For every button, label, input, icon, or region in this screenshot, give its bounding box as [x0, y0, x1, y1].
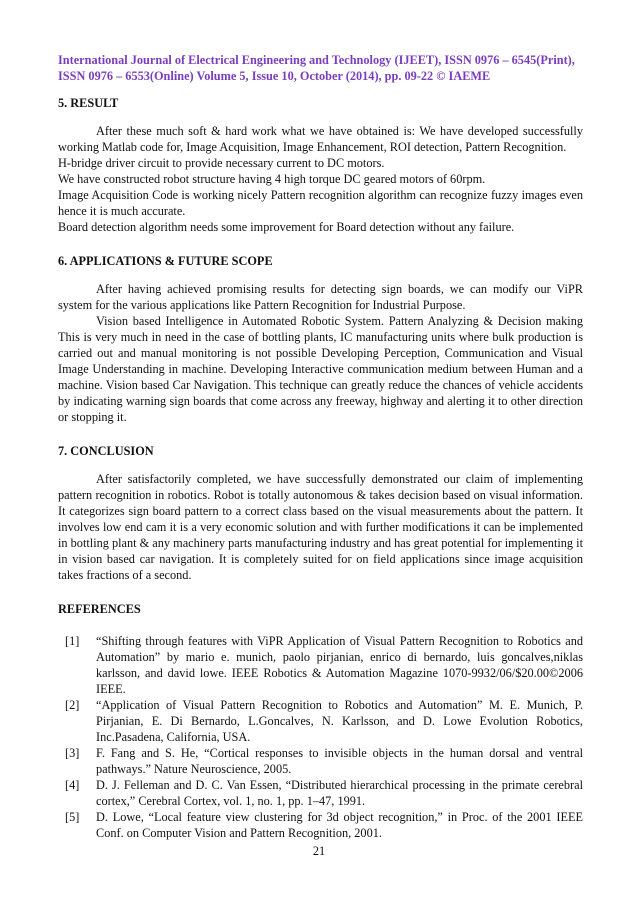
reference-number: [2]: [65, 698, 80, 712]
reference-number: [5]: [65, 810, 80, 824]
reference-text: “Shifting through features with ViPR Application of Visual Pattern Recognition to Robotics and Automation” by mario e. munich, paolo pirjanian, enrico di bernardo, luis goncalves,niklas karlsson, and david lowe. IEEE Robotics & Automation Magazine 1070-9932/06/$20.00©2006 IEEE.: [96, 634, 583, 696]
reference-text: “Application of Visual Pattern Recognition to Robotics and Automation” M. E. Munich, P. Pirjanian, E. Di Bernardo, L.Goncalves, N. Karlsson, and D. Lowe Evolution Robotics, Inc.Pasadena, California, USA.: [96, 698, 583, 744]
applications-paragraph-1: After having achieved promising results for detecting sign boards, we can modify our ViPR system for the various applications like Pattern Recognition for Industrial Purpose.: [58, 282, 583, 312]
result-paragraph-1: After these much soft & hard work what we have obtained is: We have developed successfully working Matlab code for, Image Acquisition, Image Enhancement, ROI detection, Pattern Recognition.: [58, 124, 583, 154]
journal-header: [58, 52, 583, 84]
reference-text: D. J. Felleman and D. C. Van Essen, “Distributed hierarchical processing in the primate cerebral cortex,” Cerebral Cortex, vol. 1, no. 1, pp. 1–47, 1991.: [96, 778, 583, 808]
result-paragraph-2: H-bridge driver circuit to provide necessary current to DC motors.: [58, 156, 385, 170]
section-heading-references: REFERENCES: [58, 602, 141, 616]
journal-header-line-2: ISSN 0976 – 6553(Online) Volume 5, Issue 10, October (2014), pp. 09-22 © IAEME: [58, 69, 491, 83]
reference-list: [58, 633, 583, 841]
reference-text: F. Fang and S. He, “Cortical responses to invisible objects in the human dorsal and ventral pathways.” Nature Neuroscience, 2005.: [96, 746, 583, 776]
paper-body: [58, 95, 583, 841]
section-heading-applications: 6. APPLICATIONS & FUTURE SCOPE: [58, 254, 273, 268]
reference-item: [58, 633, 583, 697]
section-heading-result: 5. RESULT: [58, 96, 119, 110]
result-paragraph-5: Board detection algorithm needs some improvement for Board detection without any failure.: [58, 220, 515, 234]
result-paragraph-3: We have constructed robot structure having 4 high torque DC geared motors of 60rpm.: [58, 172, 486, 186]
reference-number: [3]: [65, 746, 80, 760]
reference-item: [58, 809, 583, 841]
applications-paragraph-2: Vision based Intelligence in Automated Robotic System. Pattern Analyzing & Decision making This is very much in need in the case of bottling plants, IC manufacturing units where bulk production is carried out and manual monitoring is not possible Developing Perception, Communication and Visual Image Understanding in machine. Developing Interactive communication medium between Human and a machine. Vision based Car Navigation. This technique can greatly reduce the chances of vehicle accidents by indicating warning sign boards that come across any freeway, highway and alerting it to other direction or stopping it.: [58, 314, 583, 424]
reference-item: [58, 697, 583, 745]
conclusion-paragraph-1: After satisfactorily completed, we have successfully demonstrated our claim of implementing pattern recognition in robotics. Robot is totally autonomous & takes decision based on visual information. It categorizes sign board pattern to a correct class based on the visual measurements about the pattern. It involves low end cam it is a very economic solution and with further modifications it can be implemented in bottling plant & any machinery parts manufacturing industry and has great potential for implementing it in vision based car navigation. It is completely suited for on field applications since image acquisition takes fractions of a second.: [58, 472, 583, 582]
reference-item: [58, 777, 583, 809]
section-heading-conclusion: 7. CONCLUSION: [58, 444, 154, 458]
result-paragraph-4: Image Acquisition Code is working nicely Pattern recognition algorithm can recognize fuzzy images even hence it is much accurate.: [58, 188, 583, 218]
page-number: 21: [312, 844, 326, 858]
reference-item: [58, 745, 583, 777]
reference-number: [4]: [65, 778, 80, 792]
reference-text: D. Lowe, “Local feature view clustering for 3d object recognition,” in Proc. of the 2001 IEEE Conf. on Computer Vision and Pattern Recognition, 2001.: [96, 810, 583, 840]
reference-number: [1]: [65, 634, 80, 648]
journal-header-line-1: International Journal of Electrical Engineering and Technology (IJEET), ISSN 0976 – 6545(Print),: [58, 53, 575, 67]
